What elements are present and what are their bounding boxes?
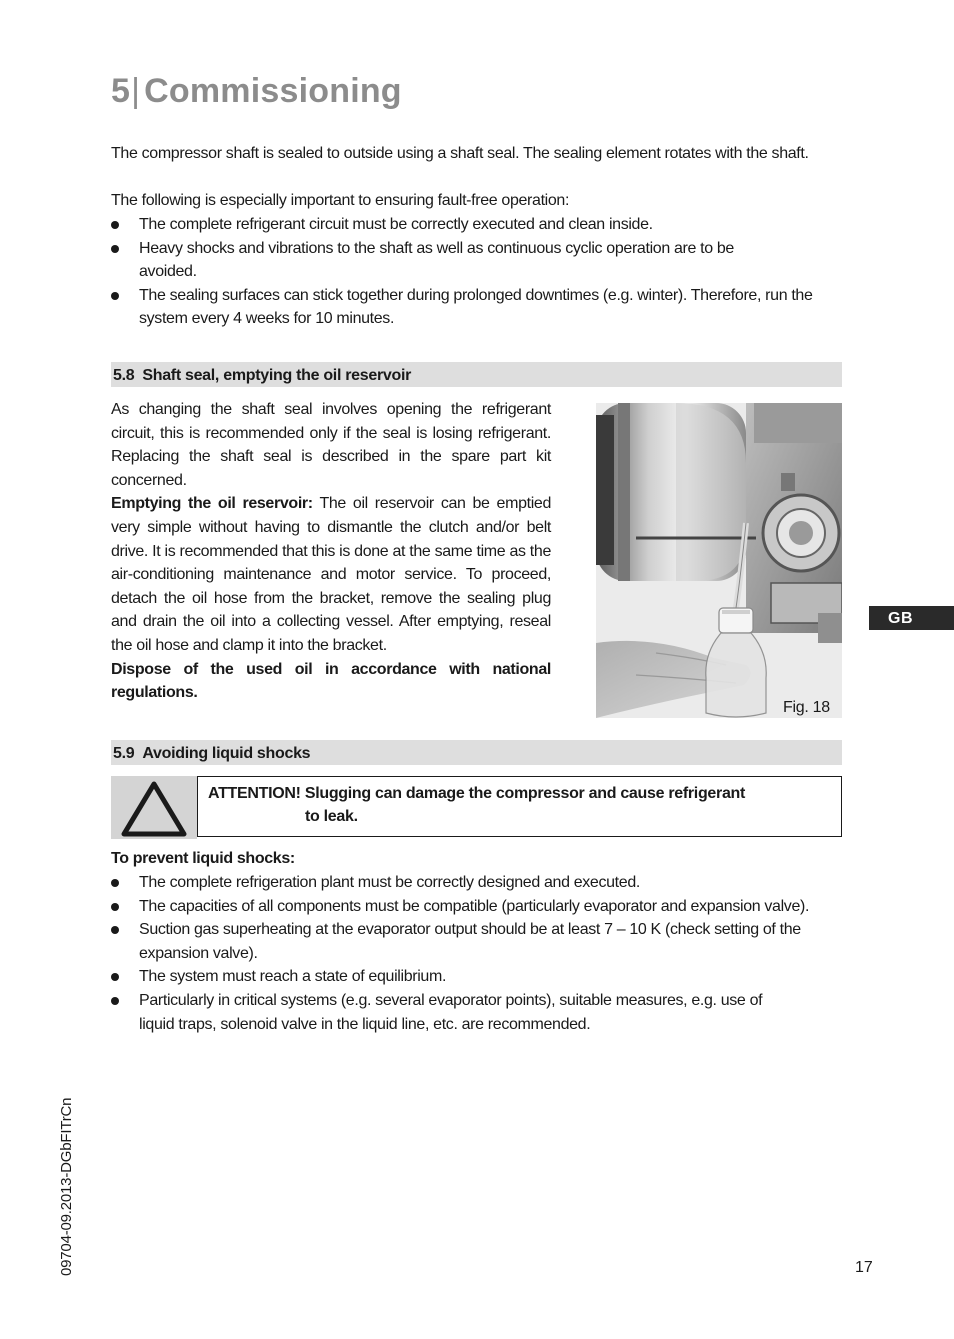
bullet-icon: [111, 245, 119, 253]
oil-reservoir-label: Emptying the oil reservoir:: [111, 495, 313, 513]
warning-icon-panel: [111, 776, 197, 839]
page-number: 17: [855, 1259, 873, 1276]
bullet-icon: [111, 292, 119, 300]
chapter-title: [111, 72, 402, 111]
bullet-icon: [111, 903, 119, 911]
chapter-number: 5: [111, 72, 131, 110]
dispose-notice: Dispose of the used oil in accordance with national regulations.: [111, 660, 551, 702]
bullet-text: The complete refrigerant circuit must be correctly executed and clean inside.: [139, 216, 653, 233]
bullet-text: The system must reach a state of equilibrium.: [139, 968, 447, 986]
compressor-oil-drain-illustration: [596, 403, 842, 718]
list-item: [111, 871, 831, 895]
list-item: [111, 237, 842, 284]
section-number: 5.8: [113, 367, 135, 384]
section-title: Avoiding liquid shocks: [142, 745, 311, 762]
list-item: [111, 284, 842, 331]
bullet-text: Heavy shocks and vibrations to the shaft as well as continuous cyclic operation are to be avoided.: [139, 239, 734, 281]
bullet-text: Particularly in critical systems (e.g. several evaporator points), suitable measures, e.g. use of liquid traps, solenoid valve in the liquid line, etc. are recommended.: [139, 991, 763, 1033]
bullet-text: The sealing surfaces can stick together during prolonged downtimes (e.g. winter). Therefore, run the system every 4 weeks for 10 minutes.: [139, 286, 813, 328]
bullet-icon: [111, 997, 119, 1005]
oil-reservoir-text: The oil reservoir can be emptied very simple without having to dismantle the clutch and/or belt drive. It is recommended that this is done at the same time as the air-conditioning maintenance and motor service. To proceed, detach the oil hose from the bracket, remove the sealing plug and drain the oil into a collecting vessel. After emptying, reseal the oil hose and clamp it into the bracket.: [111, 495, 552, 654]
attention-notice: [197, 776, 842, 837]
bullet-icon: [111, 973, 119, 981]
title-separator: |: [131, 72, 141, 110]
bullet-text: Suction gas superheating at the evaporator output should be at least 7 – 10 K (check setting of the expansion valve).: [139, 921, 801, 962]
shaft-seal-paragraph: As changing the shaft seal involves opening the refrigerant circuit, this is recommended only if the seal is losing refrigerant. Replacing the shaft seal is described in the spare part kit concerned.: [111, 401, 551, 489]
figure-caption: Fig. 18: [783, 699, 830, 716]
section-heading-5-9: [111, 740, 842, 765]
prevent-heading: To prevent liquid shocks:: [111, 850, 295, 867]
bullet-icon: [111, 879, 119, 887]
intro-bullet-list: [111, 213, 842, 331]
intro-paragraph-1: The compressor shaft is sealed to outside using a shaft seal. The sealing element rotates with the shaft.: [111, 145, 809, 162]
section-number: 5.9: [113, 745, 135, 762]
section-5-8-text: [111, 398, 551, 705]
figure-compressor-oil-drain: [596, 403, 842, 718]
section-title: Shaft seal, emptying the oil reservoir: [142, 367, 412, 384]
section-heading-5-8: [111, 362, 842, 387]
list-item: [111, 918, 831, 965]
bullet-icon: [111, 221, 119, 229]
intro-paragraph-2: The following is especially important to ensuring fault-free operation:: [111, 192, 570, 209]
list-item: [111, 895, 831, 919]
list-item: [111, 965, 831, 989]
chapter-title-text: Commissioning: [144, 72, 402, 110]
prevent-bullet-list: [111, 871, 831, 1036]
bullet-text: The capacities of all components must be compatible (particularly evaporator and expansion valve).: [139, 897, 810, 915]
list-item: [111, 213, 842, 237]
bullet-icon: [111, 926, 119, 934]
document-code-text: 09704-09.2013-DGbFITrCn: [58, 1097, 75, 1276]
attention-line-1: ATTENTION! Slugging can damage the compressor and cause refrigerant: [208, 785, 746, 802]
bullet-text: The complete refrigeration plant must be correctly designed and executed.: [139, 874, 640, 891]
warning-triangle-icon: [111, 776, 197, 839]
list-item: [111, 989, 831, 1036]
document-code: [58, 1076, 78, 1276]
language-tab: GB: [869, 606, 954, 630]
attention-line-2: to leak.: [305, 808, 358, 825]
